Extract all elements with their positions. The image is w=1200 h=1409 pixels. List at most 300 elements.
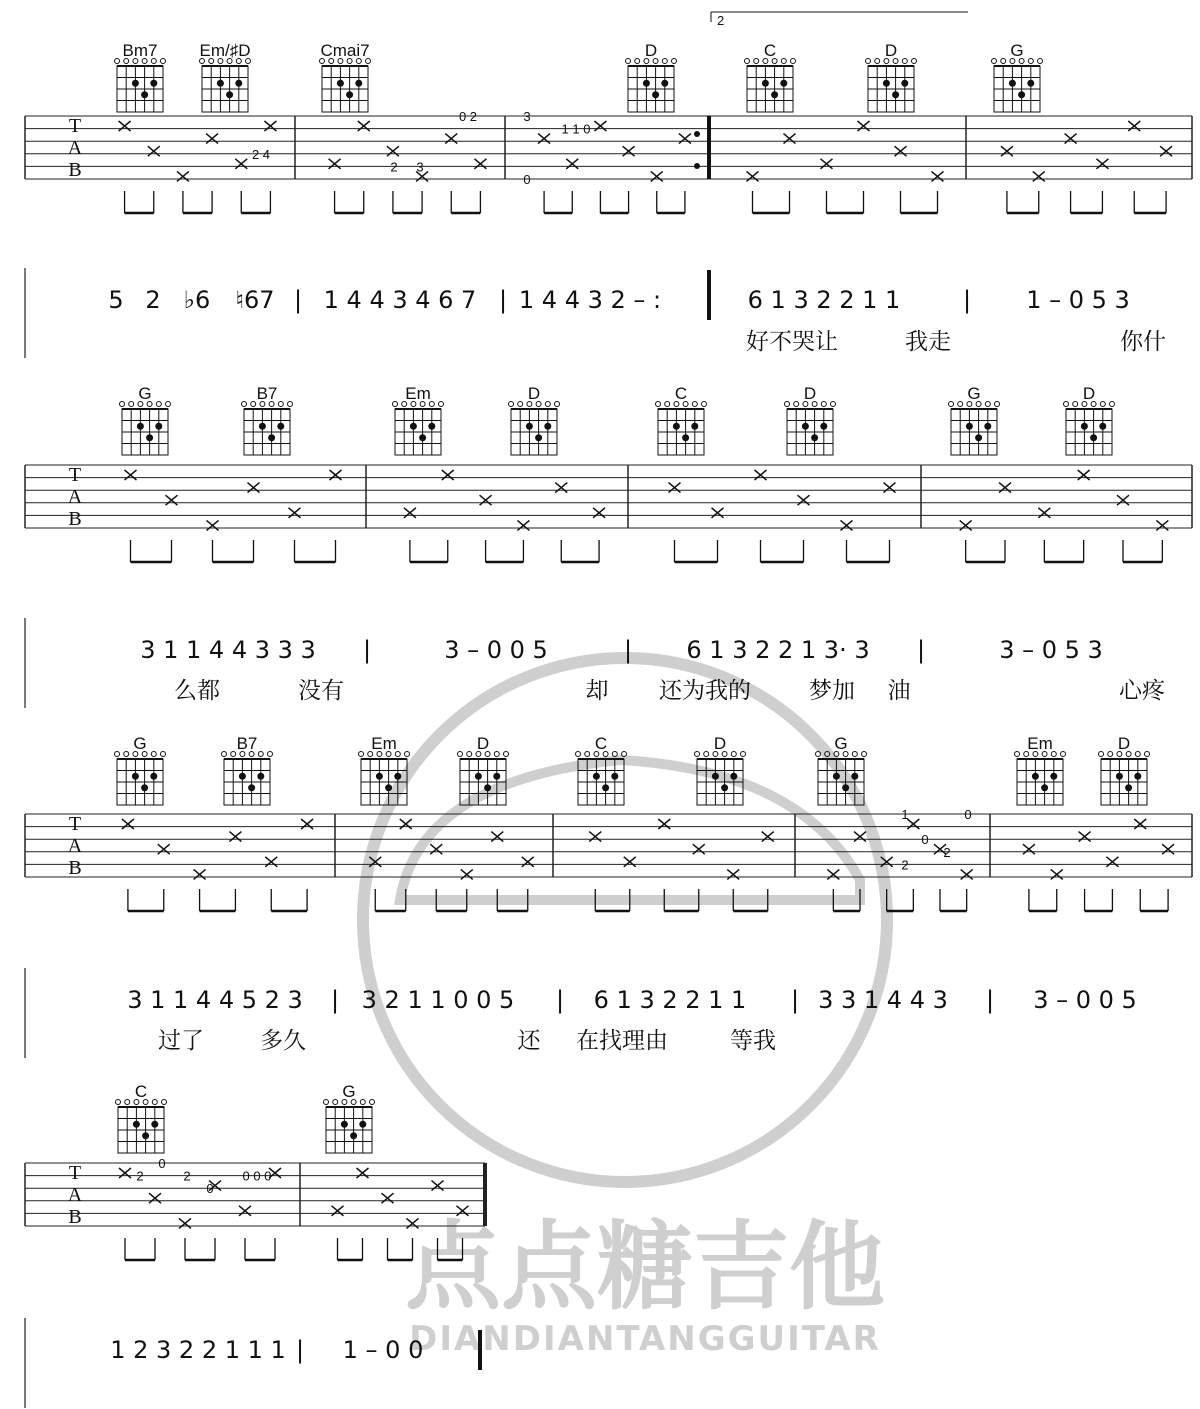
chord-dot [248, 784, 255, 791]
tab-clef-letter: T [68, 1162, 82, 1184]
jianpu-note-group: 1 4 4 3 2 – : [518, 286, 662, 314]
chord-open-string [781, 59, 786, 64]
chord-dot [394, 773, 401, 780]
chord-open-string [504, 752, 509, 757]
lyric-text: 等我 [730, 1028, 776, 1054]
chord-open-string [785, 402, 790, 407]
chord-dot [484, 784, 491, 791]
lyric-text: 多久 [260, 1028, 306, 1054]
chord-open-string [555, 402, 560, 407]
chord-dot [1027, 80, 1034, 87]
chord-dot [268, 434, 275, 441]
strum-mark [264, 121, 276, 131]
strum-mark [747, 171, 759, 181]
chord-dot [150, 773, 157, 780]
jianpu-note-group: 1 2 3 2 2 1 1 1 [110, 1336, 286, 1364]
jianpu-note-group: | [330, 986, 340, 1014]
chord-open-string [821, 402, 826, 407]
tab-fret-number: 3 [523, 109, 531, 124]
strum-mark [1065, 134, 1077, 144]
chord-open-string [949, 402, 954, 407]
chord-dot [842, 784, 849, 791]
chord-dot [851, 773, 858, 780]
lyric-text: 么都 [174, 678, 220, 704]
chord-open-string [258, 752, 263, 757]
strum-mark [207, 520, 219, 530]
chord-name: Em/♯D [199, 41, 251, 60]
watermark-circle [363, 658, 887, 1182]
tab-fret-number: 2 4 [251, 146, 271, 162]
chord-dot [682, 434, 689, 441]
strum-mark [932, 171, 944, 181]
watermark-subtext: DIANDIANTANGGUITAR [409, 1319, 881, 1359]
tab-fret-number: 2 [390, 159, 398, 175]
chord-open-string [405, 752, 410, 757]
strum-mark [1023, 844, 1035, 854]
strum-mark [907, 819, 919, 829]
chord-open-string [816, 752, 821, 757]
chord-diagram [324, 1082, 375, 1153]
strum-mark [1106, 857, 1118, 867]
jianpu-note-group: 5 [108, 286, 124, 314]
chord-diagram [242, 384, 293, 455]
strum-mark [206, 134, 218, 144]
chord-open-string [1135, 752, 1140, 757]
lyric-text: 却 [585, 678, 609, 704]
chord-dot [721, 784, 728, 791]
chord-name: G [1010, 41, 1024, 60]
jianpu-note-group: 6 1 3 2 2 1 3· 3 [686, 636, 870, 664]
tab-fret-number: 2 [943, 844, 951, 860]
jianpu-note-group: | [623, 636, 633, 664]
strum-mark [1078, 470, 1090, 480]
chord-diagram [785, 384, 836, 455]
chord-dot [544, 423, 551, 430]
chord-diagram [509, 384, 560, 455]
tab-fret-number: 0 [964, 807, 972, 822]
chord-dot [132, 80, 139, 87]
jianpu-note-group: | [498, 286, 508, 314]
strum-mark [461, 869, 473, 879]
jianpu-note-group: 3 1 1 4 4 3 3 3 [140, 636, 316, 664]
strum-mark [166, 495, 178, 505]
chord-dot [661, 80, 668, 87]
lyric-text: 没有 [298, 678, 344, 704]
chord-open-string [656, 402, 661, 407]
chord-dot [277, 423, 284, 430]
chord-open-string [626, 59, 631, 64]
chord-dot [155, 423, 162, 430]
chord-dot [146, 434, 153, 441]
strum-mark [235, 159, 247, 169]
jianpu-note-group: 3 3 1 4 4 3 [818, 986, 948, 1014]
jianpu-note-group: | [790, 986, 800, 1014]
lyric-text: 还为我的 [659, 678, 751, 704]
chord-open-string [120, 402, 125, 407]
strum-mark [125, 470, 137, 480]
chord-open-string [278, 402, 283, 407]
chord-open-string [458, 752, 463, 757]
strum-mark [821, 159, 833, 169]
chord-dot [493, 773, 500, 780]
chord-dot [235, 80, 242, 87]
chord-dot [892, 91, 899, 98]
chord-open-string [1099, 752, 1104, 757]
strum-mark [693, 844, 705, 854]
chord-open-string [1028, 59, 1033, 64]
strum-mark [265, 857, 277, 867]
chord-open-string [1061, 752, 1066, 757]
system-row-3 [25, 814, 1192, 1058]
chord-name: G [342, 1082, 356, 1101]
chord-name: Em [405, 384, 431, 403]
strum-mark [841, 520, 853, 530]
tab-fret-number: 2 [136, 1168, 144, 1184]
tab-clef-letter: T [68, 464, 82, 486]
strum-mark [827, 869, 839, 879]
chord-name: G [133, 734, 147, 753]
jianpu-note-group: 2 [145, 286, 161, 314]
tab-fret-number: 0 [158, 1156, 166, 1171]
chord-open-string [662, 59, 667, 64]
strum-mark [122, 819, 134, 829]
repeat-dot [694, 131, 700, 137]
chord-open-string [115, 752, 120, 757]
chord-open-string [156, 402, 161, 407]
strum-mark [784, 134, 796, 144]
chord-open-string [251, 402, 256, 407]
chord-dot [833, 773, 840, 780]
strum-mark [149, 1193, 161, 1203]
strum-mark [755, 470, 767, 480]
strum-mark [858, 121, 870, 131]
tab-fret-number: 1 1 0 [561, 121, 591, 137]
chord-open-string [791, 59, 796, 64]
strum-mark [1038, 508, 1050, 518]
strum-mark [179, 1218, 191, 1228]
strum-mark [727, 869, 739, 879]
chord-name: C [763, 41, 777, 60]
chord-open-string [494, 752, 499, 757]
jianpu-note-group: | [985, 986, 995, 1014]
chord-dot [337, 80, 344, 87]
chord-dot [239, 773, 246, 780]
strum-mark [999, 483, 1011, 493]
chord-open-string [115, 59, 120, 64]
strum-mark [430, 844, 442, 854]
chord-open-string [672, 59, 677, 64]
jianpu-note-group: | [293, 286, 303, 314]
chord-name: D [527, 384, 541, 403]
chord-open-string [902, 59, 907, 64]
chord-dot [1018, 91, 1025, 98]
chord-dot [133, 1121, 140, 1128]
chord-open-string [370, 1100, 375, 1105]
lyric-text: 油 [887, 678, 911, 704]
strum-mark [330, 470, 342, 480]
chord-open-string [794, 402, 799, 407]
jianpu-note-group: 3 – 0 0 5 [1033, 986, 1137, 1014]
tab-clef-letter: A [67, 835, 83, 857]
chord-dot [475, 773, 482, 780]
strum-mark [229, 832, 241, 842]
chord-name: D [1082, 384, 1096, 403]
chord-diagram [866, 41, 917, 112]
lyric-text: 你什 [1120, 329, 1166, 355]
strum-mark [1156, 520, 1168, 530]
chord-name: B7 [236, 734, 258, 753]
strum-mark [119, 121, 131, 131]
repeat-dot [694, 163, 700, 169]
tab-fret-number: 0 [523, 172, 531, 187]
chord-open-string [242, 402, 247, 407]
chord-open-string [467, 752, 472, 757]
chord-name: Em [371, 734, 397, 753]
tab-clef-letter: B [68, 508, 82, 530]
chord-dot [593, 773, 600, 780]
chord-open-string [129, 402, 134, 407]
chord-open-string [912, 59, 917, 64]
chord-open-string [518, 402, 523, 407]
chord-open-string [116, 1100, 121, 1105]
chord-name: B7 [256, 384, 278, 403]
chord-dot [1099, 423, 1106, 430]
chord-dot [341, 1121, 348, 1128]
lyric-text: 心疼 [1119, 678, 1165, 704]
chord-open-string [731, 752, 736, 757]
chord-open-string [1145, 752, 1150, 757]
jianpu-note-group: 1 4 4 3 4 6 7 [323, 286, 477, 314]
chord-dot [141, 784, 148, 791]
strum-mark [1051, 869, 1063, 879]
lyric-text: 过了 [158, 1028, 204, 1054]
chord-name: G [138, 384, 152, 403]
chord-open-string [360, 1100, 365, 1105]
chord-name: G [967, 384, 981, 403]
strum-mark [239, 1206, 251, 1216]
chord-open-string [992, 59, 997, 64]
chord-open-string [333, 1100, 338, 1105]
chord-dot [652, 91, 659, 98]
volta-label: 2 [717, 13, 725, 28]
strum-mark [480, 495, 492, 505]
jianpu-note-group: 3 – 0 5 3 [999, 636, 1103, 664]
chord-dot [901, 80, 908, 87]
chord-name: D [713, 734, 727, 753]
strum-mark [382, 1193, 394, 1203]
tab-clef-letter: T [68, 813, 82, 835]
strum-mark [1162, 844, 1174, 854]
chord-diagram [992, 41, 1043, 112]
tab-clef-letter: B [68, 159, 82, 181]
chord-dot [226, 91, 233, 98]
tab-fret-number: 0 2 [458, 109, 478, 124]
strum-mark [177, 171, 189, 181]
chord-dot [355, 80, 362, 87]
chord-open-string [745, 59, 750, 64]
chord-dot [410, 423, 417, 430]
chord-dot [359, 1121, 366, 1128]
strum-mark [1096, 159, 1108, 169]
jianpu-note-group: ♮67 [235, 286, 275, 314]
strum-mark [1079, 832, 1091, 842]
chord-dot [966, 423, 973, 430]
jianpu-note-group: | [916, 636, 926, 664]
chord-diagram [745, 41, 796, 112]
strum-mark [1128, 121, 1140, 131]
chord-dot [1041, 784, 1048, 791]
chord-open-string [545, 402, 550, 407]
chord-dot [820, 423, 827, 430]
chord-open-string [852, 752, 857, 757]
strum-mark [387, 146, 399, 156]
tab-fret-number: 2 [901, 857, 909, 873]
tab-fret-number: 3 [416, 159, 424, 175]
chord-name: D [884, 41, 898, 60]
tab-clef-letter: A [67, 137, 83, 159]
chord-dot [535, 434, 542, 441]
strum-mark [679, 134, 691, 144]
chord-open-string [161, 752, 166, 757]
chord-dot [350, 1132, 357, 1139]
strum-mark [474, 159, 486, 169]
jianpu-note-group: 3 1 1 4 4 5 2 3 [127, 986, 303, 1014]
chord-open-string [1064, 402, 1069, 407]
chord-diagram [949, 384, 1000, 455]
chord-dot [673, 423, 680, 430]
chord-dot [1050, 773, 1057, 780]
strum-mark [357, 1168, 369, 1178]
chord-open-string [152, 1100, 157, 1105]
system-row-2 [25, 465, 1192, 708]
chord-open-string [124, 752, 129, 757]
chord-diagram [656, 384, 707, 455]
chord-diagram [393, 384, 444, 455]
chord-dot [1032, 773, 1039, 780]
chord-open-string [866, 59, 871, 64]
strum-mark [248, 483, 260, 493]
chord-open-string [665, 402, 670, 407]
chord-dot [217, 80, 224, 87]
chord-name: D [644, 41, 658, 60]
chord-dot [762, 80, 769, 87]
chord-name: G [834, 734, 848, 753]
chord-open-string [576, 752, 581, 757]
chord-diagram [120, 384, 171, 455]
chord-dot [137, 423, 144, 430]
strum-mark [854, 832, 866, 842]
chord-diagram [115, 734, 166, 805]
chord-dot [802, 423, 809, 430]
strum-mark [432, 1181, 444, 1191]
chord-dot [259, 423, 266, 430]
strum-mark [961, 869, 973, 879]
tab-fret-number: 1 [901, 807, 909, 822]
chord-dot [1125, 784, 1132, 791]
chord-open-string [439, 402, 444, 407]
chord-name: D [476, 734, 490, 753]
chord-open-string [509, 402, 514, 407]
chord-name: Cmai7 [320, 41, 370, 60]
strum-mark [762, 832, 774, 842]
strum-mark [358, 121, 370, 131]
strum-mark [1033, 171, 1045, 181]
jianpu-note-group: 3 – 0 0 5 [444, 636, 548, 664]
strum-mark [445, 134, 457, 144]
chord-diagram [1064, 384, 1115, 455]
chord-name: D [1117, 734, 1131, 753]
strum-mark [517, 520, 529, 530]
strum-mark [289, 508, 301, 518]
chord-dot [780, 80, 787, 87]
jianpu-note-group: 1 – 0 0 [342, 1336, 424, 1364]
jianpu-note-group: ♭6 [183, 286, 211, 314]
chord-diagram [626, 41, 677, 112]
chord-open-string [704, 752, 709, 757]
chord-dot [771, 91, 778, 98]
chord-name: C [594, 734, 608, 753]
chord-open-string [166, 402, 171, 407]
tab-clef-letter: T [68, 115, 82, 137]
chord-open-string [875, 59, 880, 64]
lyric-text: 好不哭让 [746, 329, 838, 355]
chord-dot [142, 1132, 149, 1139]
chord-open-string [985, 402, 990, 407]
tab-clef-letter: A [67, 1184, 83, 1206]
tab-clef-letter: B [68, 857, 82, 879]
chord-dot [151, 1121, 158, 1128]
strum-mark [566, 159, 578, 169]
chord-dot [691, 423, 698, 430]
chord-dot [643, 80, 650, 87]
strum-mark [119, 1168, 131, 1178]
jianpu-note-group: 6 1 3 2 2 1 1 [747, 286, 901, 314]
chord-open-string [831, 402, 836, 407]
strum-mark [1160, 146, 1172, 156]
strum-mark [1134, 819, 1146, 829]
tab-clef-letter: B [68, 1206, 82, 1228]
chord-name: C [134, 1082, 148, 1101]
strum-mark [522, 857, 534, 867]
chord-open-string [222, 752, 227, 757]
chord-diagram [1099, 734, 1150, 805]
chord-open-string [741, 752, 746, 757]
chord-dot [984, 423, 991, 430]
strum-mark [798, 495, 810, 505]
strum-mark [658, 819, 670, 829]
strum-mark [491, 832, 503, 842]
chord-open-string [231, 752, 236, 757]
lyric-text: 我走 [905, 329, 951, 355]
chord-dot [385, 784, 392, 791]
strum-mark [538, 134, 550, 144]
strum-mark [148, 146, 160, 156]
system-row-1 [25, 116, 1192, 358]
chord-open-string [268, 752, 273, 757]
chord-open-string [161, 59, 166, 64]
strum-mark [960, 520, 972, 530]
chord-open-string [1108, 752, 1113, 757]
chord-open-string [995, 402, 1000, 407]
chord-name: D [803, 384, 817, 403]
chord-open-string [958, 402, 963, 407]
chord-open-string [754, 59, 759, 64]
strum-mark [624, 857, 636, 867]
jianpu-note-group: 1 – 0 5 3 [1026, 286, 1130, 314]
chord-open-string [151, 752, 156, 757]
chord-open-string [1001, 59, 1006, 64]
strum-mark [329, 159, 341, 169]
